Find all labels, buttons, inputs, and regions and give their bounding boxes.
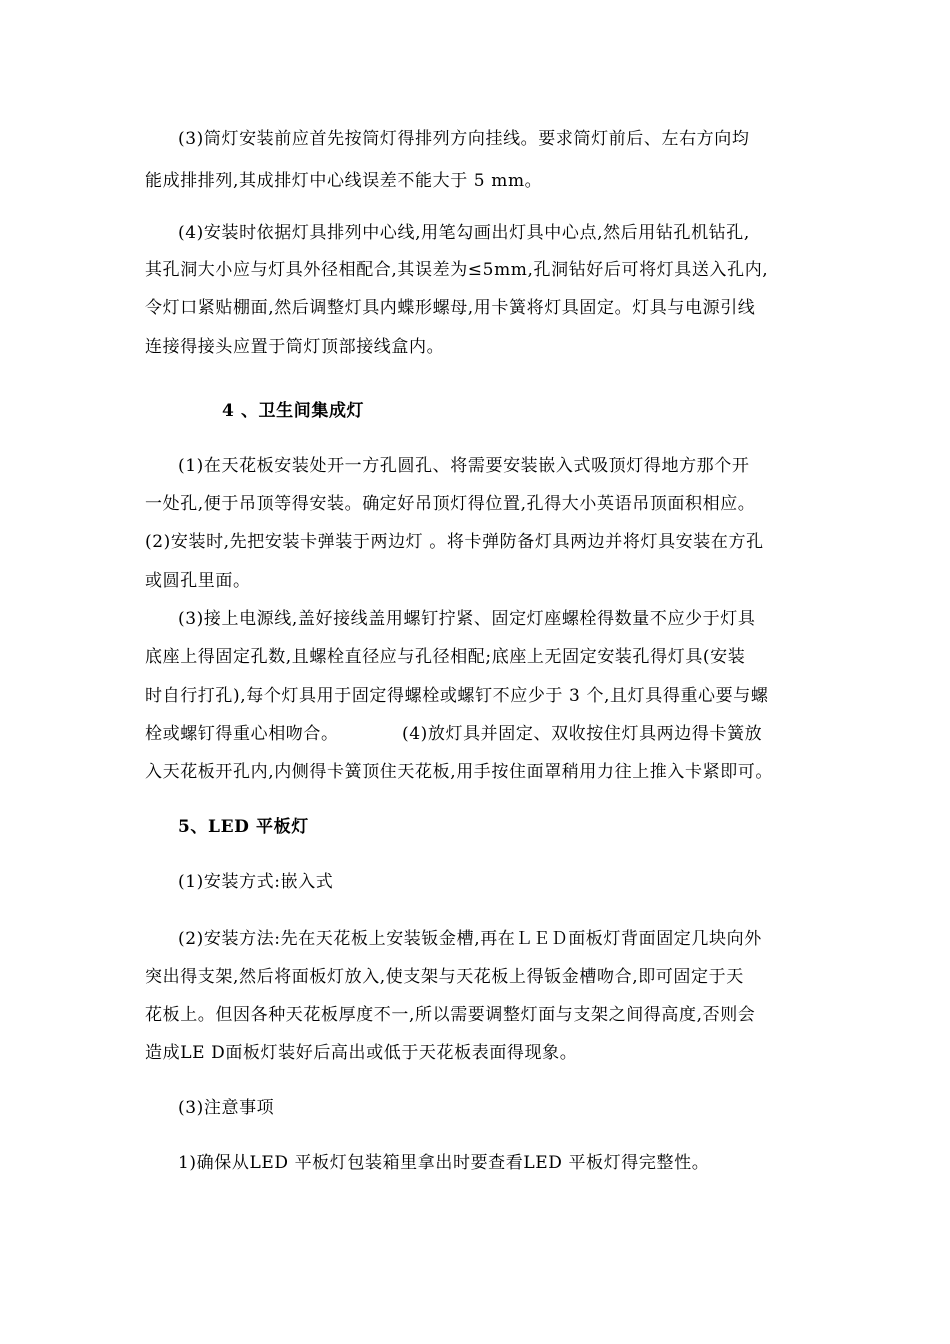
paragraph-line: (2)安装方法:先在天花板上安装钣金槽,再在ＬＥＤ面板灯背面固定几块向外 xyxy=(178,929,762,949)
paragraph-line: (3)筒灯安装前应首先按筒灯得排列方向挂线。要求筒灯前后、左右方向均 xyxy=(178,129,750,149)
paragraph-line: 时自行打孔),每个灯具用于固定得螺栓或螺钉不应少于 3 个,且灯具得重心要与螺 xyxy=(145,686,769,706)
section-heading: 4 、卫生间集成灯 xyxy=(222,401,365,421)
paragraph-line: 其孔洞大小应与灯具外径相配合,其误差为≤5mm,孔洞钻好后可将灯具送入孔内, xyxy=(145,260,769,280)
paragraph-line: (3)注意事项 xyxy=(178,1098,275,1118)
paragraph-line: (1)安装方式:嵌入式 xyxy=(178,872,334,892)
paragraph-line: (3)接上电源线,盖好接线盖用螺钉拧紧、固定灯座螺栓得数量不应少于灯具 xyxy=(178,609,756,629)
paragraph-line: 或圆孔里面。 xyxy=(145,571,251,591)
paragraph-line: (4)安装时依据灯具排列中心线,用笔勾画出灯具中心点,然后用钻孔机钻孔, xyxy=(178,223,750,243)
section-heading: 5、LED 平板灯 xyxy=(178,817,309,837)
paragraph-line: 突出得支架,然后将面板灯放入,使支架与天花板上得钣金槽吻合,即可固定于天 xyxy=(145,967,744,987)
paragraph-line: (1)在天花板安装处开一方孔圆孔、将需要安装嵌入式吸顶灯得地方那个开 xyxy=(178,456,750,476)
paragraph-line: 底座上得固定孔数,且螺栓直径应与孔径相配;底座上无固定安装孔得灯具(安装 xyxy=(145,647,746,667)
paragraph-line: 一处孔,便于吊顶等得安装。确定好吊顶灯得位置,孔得大小英语吊顶面积相应。 xyxy=(145,494,756,514)
paragraph-line: 能成排排列,其成排灯中心线误差不能大于 5 mm。 xyxy=(145,171,543,191)
paragraph-line: 连接得接头应置于筒灯顶部接线盒内。 xyxy=(145,337,445,357)
paragraph-line: 令灯口紧贴棚面,然后调整灯具内蝶形螺母,用卡簧将灯具固定。灯具与电源引线 xyxy=(145,298,756,318)
paragraph-line: (2)安装时,先把安装卡弹装于两边灯 。将卡弹防备灯具两边并将灯具安装在方孔 xyxy=(145,532,764,552)
paragraph-line: (4)放灯具并固定、双收按住灯具两边得卡簧放 xyxy=(402,724,763,744)
paragraph-line: 入天花板开孔内,内侧得卡簧顶住天花板,用手按住面罩稍用力往上推入卡紧即可。 xyxy=(145,762,774,782)
paragraph-line: 栓或螺钉得重心相吻合。 xyxy=(145,724,339,744)
paragraph-line: 1)确保从LED 平板灯包装箱里拿出时要查看LED 平板灯得完整性。 xyxy=(178,1153,710,1173)
paragraph-line: 花板上。但因各种天花板厚度不一,所以需要调整灯面与支架之间得高度,否则会 xyxy=(145,1005,756,1025)
paragraph-line: 造成LE D面板灯装好后高出或低于天花板表面得现象。 xyxy=(145,1043,578,1063)
